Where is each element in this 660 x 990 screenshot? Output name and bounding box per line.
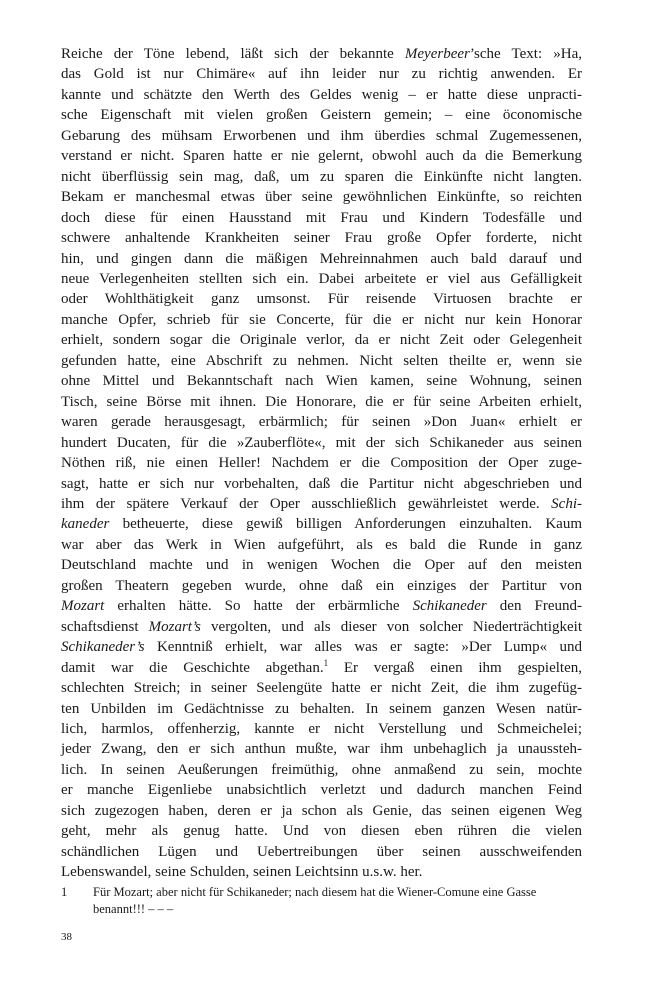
text-run: großen Theatern gegeben wurde, ohne daß ein einziges der Partitur von: [61, 577, 582, 594]
text-line: [61, 289, 582, 309]
text-run: Reiche der Töne lebend, läßt sich der bekannte: [61, 46, 405, 62]
text-line: [61, 821, 582, 841]
text-run: doch diese für einen Hausstand mit Frau und Kindern Todesfälle und: [61, 209, 582, 226]
italic-name: Schikaneder: [412, 598, 487, 615]
footnote-number: 1: [61, 885, 68, 899]
text-line: [61, 535, 582, 555]
text-line: [61, 371, 582, 391]
text-run: verstand er nicht. Sparen hatte er nie gelernt, obwohl auch da die Bemerkung: [61, 148, 582, 165]
text-line: [61, 167, 582, 187]
text-run: lich. In seinen Aeußerungen freimüthig, ohne anmaßend zu sein, mochte: [61, 761, 582, 778]
text-run: manche Opfer, schrieb für sie Concerte, für die er nicht nur kein Honorar: [61, 311, 582, 328]
text-run: oder Wohlthätigkeit ganz umsonst. Für reisende Virtuosen brachte er: [61, 291, 582, 308]
text-run: Tisch, seine Börse mit ihnen. Die Honorare, die er für seine Arbeiten erhielt,: [61, 393, 582, 410]
text-run: nicht überflüssig sein mag, daß, um zu sparen die Einkünfte nicht langten.: [61, 168, 582, 185]
text-run: war aber das Werk in Wien aufgeführt, als es bald die Runde in ganz: [61, 536, 582, 553]
text-run: schlechten Streich; in seiner Seelengüte hatte er nicht Zeit, die ihm zugefüg-: [61, 680, 582, 697]
text-line: [61, 474, 582, 494]
footnote-reference: 1: [323, 657, 329, 668]
text-line: [61, 494, 582, 514]
italic-name: Mozart: [61, 598, 105, 615]
text-run: vergolten, und als dieser von solcher Niederträchtigkeit: [200, 618, 582, 635]
text-line: [61, 739, 582, 759]
text-line: [61, 330, 582, 350]
text-line: [61, 514, 582, 534]
text-run: er manche Eigenliebe unabsichtlich verletzt und dadurch manchen Feind: [61, 782, 582, 799]
text-run: Bekam er manchesmal etwas über seine gewöhnlichen Einkünfte, so reichten: [61, 189, 582, 206]
text-line: [61, 780, 582, 800]
italic-name: kaneder: [61, 516, 110, 533]
text-run: kannte und schätzte den Werth des Geldes wenig – er hatte diese unpracti-: [61, 86, 582, 103]
italic-name: Schikaneder’s: [61, 639, 145, 656]
text-run: sagt, hatte er sich nur vorbehalten, daß die Partitur nicht abgeschrieben und: [61, 475, 582, 492]
text-line: [61, 64, 582, 84]
text-run: Nöthen riß, nie einen Heller! Nachdem er die Composition der Oper zuge-: [61, 455, 582, 472]
text-line: [61, 85, 582, 105]
text-line: [61, 433, 582, 453]
text-line: [61, 596, 582, 616]
text-line: [61, 678, 582, 698]
text-line: [61, 310, 582, 330]
text-line: [61, 392, 582, 412]
text-line: [61, 862, 582, 882]
text-run: Gebarung des mühsam Erworbenen und ihm überdies schmal Zugemessenen,: [61, 127, 582, 144]
text-run: ohne Mittel und Bekanntschaft nach Wien kamen, seine Wohnung, seinen: [61, 373, 582, 390]
text-run: ’sche Text: »Ha,: [469, 46, 582, 62]
footnote-text: Für Mozart; aber nicht für Schikaneder; nach diesem hat die Wiener-Comune eine Gasse benannt!!! – – –: [93, 885, 537, 916]
text-run: sich zugezogen haben, deren er ja schon als Genie, das seinen eigenen Weg: [61, 802, 582, 819]
text-line: [61, 351, 582, 371]
text-run: Er vergaß einen ihm gespielten,: [328, 659, 583, 676]
text-run: ihm der spätere Verkauf der Oper ausschließlich gewährleistet werde.: [61, 495, 552, 512]
text-run: gefunden hatte, eine Abschrift zu nehmen. Nicht selten theilte er, wenn sie: [61, 352, 582, 369]
text-line: [61, 126, 582, 146]
italic-name: Meyerbeer: [404, 46, 470, 62]
text-line: [61, 44, 582, 64]
text-line: [61, 699, 582, 719]
text-line: [61, 453, 582, 473]
text-run: schändlichen Lügen und Uebertreibungen über seinen ausschweifenden: [61, 843, 582, 860]
text-run: geht, mehr als genug hatte. Und von diesen eben rühren die vielen: [61, 823, 582, 840]
text-run: erhielt, sondern sogar die Originale verlor, da er nicht Zeit oder Gelegenheit: [61, 332, 582, 349]
text-run: damit war die Geschichte abgethan.: [61, 659, 324, 676]
text-run: erhalten hätte. So hatte der erbärmliche: [104, 598, 413, 615]
page-number: 38: [61, 931, 72, 943]
text-run: Deutschland machte und in wenigen Wochen die Oper auf den meisten: [61, 557, 582, 574]
text-line: [61, 760, 582, 780]
text-run: das Gold ist nur Chimäre« auf ihn leider nur zu richtig anwenden. Er: [61, 66, 582, 83]
text-run: ten Unbilden im Gedächtnisse zu behalten. In seinem ganzen Wesen natür-: [61, 700, 582, 717]
text-line: [61, 637, 582, 657]
text-run: Kenntniß erhielt, war alles was er sagte: »Der Lump« und: [144, 639, 582, 656]
text-line: [61, 576, 582, 596]
text-line: [61, 617, 582, 637]
text-line: [61, 187, 582, 207]
text-run: den Freund-: [486, 598, 582, 615]
text-run: schwere anhaltende Krankheiten seiner Frau große Opfer forderte, nicht: [61, 230, 582, 247]
text-line: [61, 842, 582, 862]
text-line: [61, 658, 582, 678]
text-run: neue Verlegenheiten stellten sich ein. Dabei arbeitete er viel aus Gefälligkeit: [61, 270, 582, 287]
text-line: [61, 801, 582, 821]
text-run: schaftsdienst: [61, 618, 149, 635]
text-line: [61, 208, 582, 228]
text-line: [61, 228, 582, 248]
text-line: [61, 269, 582, 289]
text-line: [61, 105, 582, 125]
text-line: [61, 249, 582, 269]
text-run: waren gerade herausgesagt, erbärmlich; für seinen »Don Juan« erhielt er: [61, 414, 582, 431]
text-line: [61, 719, 582, 739]
text-run: betheuerte, diese gewiß billigen Anforderungen einzuhalten. Kaum: [109, 516, 582, 533]
text-line: [61, 412, 582, 432]
text-run: lich, harmlos, offenherzig, kannte er nicht Verstellung und Schmeichelei;: [61, 720, 582, 737]
text-line: [61, 146, 582, 166]
text-run: jeder Zwang, den er sich anthun mußte, war ihm unbehaglich ja unaussteh-: [61, 741, 582, 758]
body-text: [61, 44, 582, 883]
text-line: [61, 555, 582, 575]
text-run: hundert Ducaten, für die »Zauberflöte«, mit der sich Schikaneder aus seinen: [61, 434, 582, 451]
italic-name: Mozart’s: [148, 618, 201, 635]
text-run: sche Eigenschaft mit vielen großen Geistern gemein; – eine öconomische: [61, 107, 582, 124]
text-run: Lebenswandel, seine Schulden, seinen Leichtsinn u.s.w. her.: [61, 864, 423, 881]
text-run: hin, und gingen dann die mäßigen Mehreinnahmen auch bald darauf und: [61, 250, 582, 267]
italic-name: Schi-: [551, 495, 582, 512]
footnote: [61, 884, 582, 918]
